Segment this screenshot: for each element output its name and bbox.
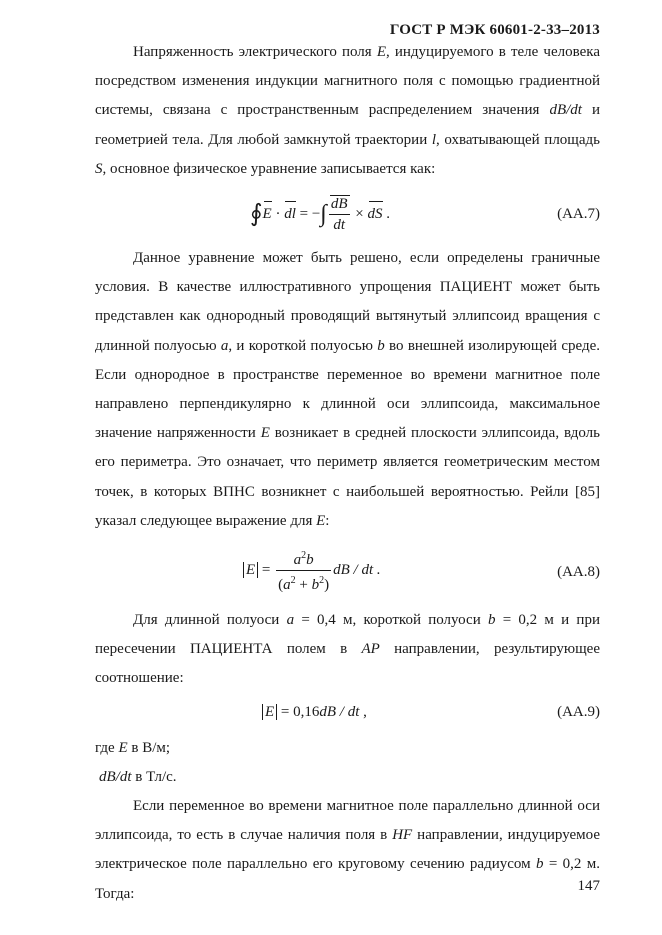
text: где bbox=[95, 739, 119, 756]
equation-aa8-body bbox=[243, 546, 381, 595]
symbol-a: a bbox=[283, 577, 291, 594]
abs-E: E bbox=[262, 704, 277, 720]
denominator: dt bbox=[333, 217, 346, 234]
paragraph-hf-direction bbox=[95, 792, 600, 909]
text: dB / dt bbox=[319, 703, 360, 720]
fraction-dBdt bbox=[329, 194, 350, 235]
paragraph-ellipsoid bbox=[95, 244, 600, 536]
equals-minus: = − bbox=[295, 205, 321, 222]
text: , bbox=[359, 703, 367, 720]
document-header: ГОСТ Р МЭК 60601-2-33–2013 bbox=[389, 22, 600, 38]
equation-aa9 bbox=[95, 694, 600, 734]
symbol-AP: AP bbox=[361, 641, 380, 658]
vector-E: E bbox=[263, 200, 272, 229]
symbol-b: b bbox=[311, 577, 320, 594]
text: , и короткой полуосью bbox=[228, 337, 378, 354]
equals: = bbox=[258, 561, 275, 578]
dot-operator: · bbox=[271, 205, 285, 222]
text: = 0,2 м. Тогда: bbox=[95, 856, 600, 902]
text: Напряженность электрического поля bbox=[133, 44, 377, 60]
equation-aa7-body bbox=[250, 194, 390, 235]
denominator bbox=[276, 571, 331, 595]
plus: + bbox=[295, 577, 312, 594]
equation-aa9-body bbox=[262, 698, 367, 727]
fraction-a2b bbox=[276, 546, 331, 595]
text: во внешней изолирующей среде. Если однородное в пространстве переменное во времени магнитное поле направлено перпендикулярно к длинной оси эллипсоида, максимальное значение напряженности bbox=[95, 337, 601, 442]
equation-aa7 bbox=[95, 184, 600, 244]
where-line-E bbox=[95, 734, 600, 763]
symbol-E: E bbox=[118, 739, 128, 756]
text: dB / dt . bbox=[333, 561, 381, 578]
where-line-dBdt bbox=[95, 763, 600, 792]
numerator: dB bbox=[329, 194, 350, 215]
symbol-a: a bbox=[293, 552, 302, 569]
text: , основное физическое уравнение записывается как: bbox=[102, 160, 436, 177]
paragraph-ap-direction bbox=[95, 606, 600, 694]
symbol-HF: HF bbox=[392, 827, 413, 844]
text: возникает в средней плоскости эллипсоида, вдоль его периметра. Это означает, что периметр является геометрическим местом точек, в которых ВПНС возникнет с наибольшей вероятностью. Рейли [85] указал следующее выражение для bbox=[95, 425, 600, 529]
text: направлении, результирующее соотношение: bbox=[95, 641, 600, 687]
symbol-E: E bbox=[316, 512, 326, 529]
symbol-dBdt: dB/dt bbox=[549, 102, 582, 119]
symbol-S: S bbox=[95, 160, 103, 177]
paragraph-intro bbox=[95, 38, 600, 184]
symbol-l: l bbox=[431, 131, 436, 148]
abs-E: E bbox=[243, 562, 258, 578]
text: Если переменное во времени магнитное поле параллельно длинной оси эллипсоида, то есть в случае наличия поля в bbox=[95, 798, 600, 844]
vector-dS: dS bbox=[368, 200, 383, 229]
times-operator: × bbox=[351, 205, 368, 222]
text: , индуцируемого в теле человека посредством изменения индукции магнитного поля с помощью градиентной системы, связана с пространственным распределением значения bbox=[95, 44, 600, 119]
text: Для длинной полуоси bbox=[133, 612, 287, 629]
text: Данное уравнение может быть решено, если определены граничные условия. В качестве иллюстративного упрощения ПАЦИЕНТ может быть представлен как однородный проводящий вытянутый эллипсоид вращения с длинной полуосью bbox=[95, 250, 600, 354]
symbol-a: a bbox=[220, 337, 229, 354]
equation-number: (АА.7) bbox=[557, 206, 600, 223]
equation-number: (АА.8) bbox=[557, 564, 600, 581]
symbol-E: E bbox=[376, 44, 386, 60]
equation-number: (АА.9) bbox=[557, 703, 600, 720]
paren: ) bbox=[324, 577, 330, 594]
symbol-b: b bbox=[487, 612, 496, 629]
exponent: 2 bbox=[301, 550, 307, 562]
symbol-b: b bbox=[535, 856, 544, 873]
text: в В/м; bbox=[127, 739, 171, 756]
text: направлении, индуцируемое электрическое поле параллельно его круговому сечению радиусом bbox=[95, 827, 601, 873]
text: в Тл/с. bbox=[131, 768, 177, 785]
text: . bbox=[382, 205, 390, 222]
text: = 0,4 м, короткой полуоси bbox=[294, 612, 488, 629]
text: : bbox=[325, 512, 330, 529]
exponent: 2 bbox=[319, 575, 325, 587]
symbol-b: b bbox=[377, 337, 385, 354]
symbol-dBdt: dB/dt bbox=[99, 768, 132, 785]
text: , охватывающей площадь bbox=[435, 131, 600, 148]
numerator bbox=[276, 546, 331, 571]
integral-symbol: ∫ bbox=[320, 200, 327, 227]
paren: ( bbox=[278, 577, 284, 594]
symbol-E: E bbox=[260, 425, 270, 442]
text: = 0,2 м и при пересечении ПАЦИЕНТА полем в bbox=[95, 612, 600, 658]
symbol-a: a bbox=[286, 612, 295, 629]
contour-integral-symbol: ∮ bbox=[250, 200, 263, 227]
symbol-b: b bbox=[306, 552, 314, 569]
page-body bbox=[95, 38, 600, 909]
page-number: 147 bbox=[577, 878, 600, 894]
text: = 0,16 bbox=[277, 703, 320, 720]
equation-aa8 bbox=[95, 536, 600, 606]
vector-dl: dl bbox=[284, 200, 296, 229]
text: и геометрией тела. Для любой замкнутой траектории bbox=[95, 102, 601, 148]
exponent: 2 bbox=[290, 575, 296, 587]
